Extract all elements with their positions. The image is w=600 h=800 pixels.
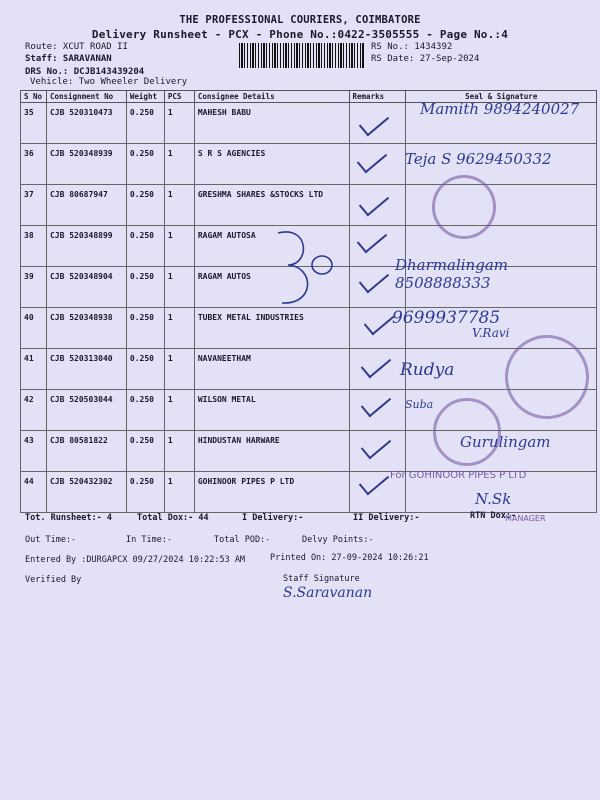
printed-on: Printed On: 27-09-2024 10:26:21 bbox=[270, 553, 429, 563]
col-pcs: PCS bbox=[164, 91, 194, 103]
table-row: 39 CJB 520348904 0.250 1 RAGAM AUTOS bbox=[21, 267, 597, 308]
company-stamp-text: For GOHINOOR PIPES P LTD bbox=[390, 470, 527, 481]
in-time: In Time:- bbox=[126, 535, 173, 545]
drs-no: DRS No.: DCJB143439204 bbox=[25, 67, 145, 77]
staff-signature: S.Saravanan bbox=[283, 585, 373, 601]
signature-44: N.Sk bbox=[475, 490, 512, 508]
manager-stamp-text: MANAGER bbox=[505, 514, 546, 523]
col-sno: S No bbox=[21, 91, 47, 103]
seal-stamp bbox=[505, 335, 589, 419]
signature-36: Teja S 9629450332 bbox=[405, 150, 552, 168]
table-row: 44 CJB 520432302 0.250 1 GOHINOOR PIPES P LTD bbox=[21, 472, 597, 513]
vehicle: Vehicle: Two Wheeler Delivery bbox=[30, 77, 188, 87]
company-name: THE PROFESSIONAL COURIERS, COIMBATORE bbox=[179, 14, 421, 26]
table-row: 37 CJB 80687947 0.250 1 GRESHMA SHARES &STOCKS LTD bbox=[21, 185, 597, 226]
delvy-points: Delvy Points:- bbox=[302, 535, 374, 545]
signature-42: Suba bbox=[405, 398, 434, 411]
signature-39: Dharmalingam 8508888333 bbox=[395, 256, 508, 292]
total-pod: Total POD:- bbox=[214, 535, 271, 545]
table-row: 43 CJB 80581822 0.250 1 HINDUSTAN HARWARE bbox=[21, 431, 597, 472]
signature-35: Mamith 9894240027 bbox=[420, 100, 580, 118]
seal-stamp bbox=[432, 175, 496, 239]
entered-by: Entered By :DURGAPCX 09/27/2024 10:22:53 AM bbox=[25, 555, 246, 565]
scribble-mark bbox=[270, 225, 340, 310]
table-row: 36 CJB 520348939 0.250 1 S R S AGENCIES bbox=[21, 144, 597, 185]
rs-no: RS No.: 1434392 bbox=[371, 42, 453, 52]
rtn-dox: RTN Dox:- bbox=[470, 511, 517, 521]
i-delivery: I Delivery:- bbox=[242, 513, 304, 523]
signature-40: 9699937785 bbox=[392, 308, 501, 328]
signature-43: Gurulingam bbox=[460, 433, 551, 451]
barcode bbox=[239, 43, 364, 68]
ii-delivery: II Delivery:- bbox=[353, 513, 420, 523]
sheet-title: Delivery Runsheet - PCX - Phone No.:0422-3505555 - Page No.:4 bbox=[91, 28, 509, 41]
table-row: 40 CJB 520348938 0.250 1 TUBEX METAL INDUSTRIES bbox=[21, 308, 597, 349]
table-row: 41 CJB 520313040 0.250 1 NAVANEETHAM bbox=[21, 349, 597, 390]
seal-stamp bbox=[433, 398, 501, 466]
col-seal: Seal & Signature bbox=[406, 91, 597, 103]
rs-date: RS Date: 27-Sep-2024 bbox=[371, 54, 480, 64]
col-consignee: Consignee Details bbox=[194, 91, 349, 103]
signature-41: Rudya bbox=[400, 360, 455, 380]
route: Route: XCUT ROAD II bbox=[25, 42, 128, 52]
col-remarks: Remarks bbox=[349, 91, 406, 103]
staff: Staff: SARAVANAN bbox=[25, 54, 112, 64]
out-time: Out Time:- bbox=[25, 535, 77, 545]
staff-signature-label: Staff Signature bbox=[283, 574, 360, 584]
signature-40b: V.Ravi bbox=[472, 326, 510, 340]
table-row: 35 CJB 520310473 0.250 1 MAHESH BABU bbox=[21, 103, 597, 144]
table-row: 38 CJB 520348899 0.250 1 RAGAM AUTOSA bbox=[21, 226, 597, 267]
col-weight: Weight bbox=[126, 91, 164, 103]
total-dox: Total Dox:- 44 bbox=[137, 513, 209, 523]
table-row: 42 CJB 520503044 0.250 1 WILSON METAL bbox=[21, 390, 597, 431]
total-runsheet: Tot. Runsheet:- 4 bbox=[25, 513, 112, 523]
verified-by: Verified By bbox=[25, 575, 82, 585]
col-consignment: Consignment No bbox=[46, 91, 126, 103]
